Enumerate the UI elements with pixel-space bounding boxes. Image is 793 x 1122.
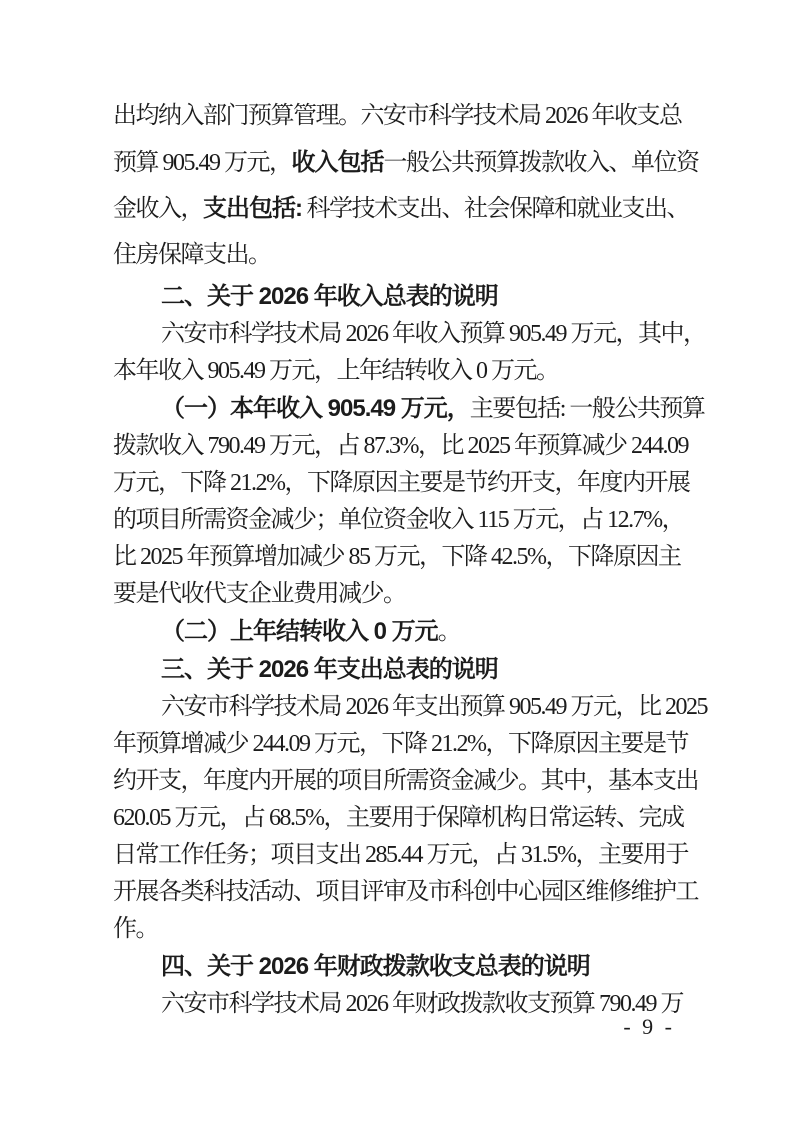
emphasis-text: 支出包括: (203, 195, 302, 222)
body-text: 科学技术支出、社会保障和就业支出、 (302, 196, 689, 222)
text-line (113, 800, 684, 837)
body-text: 六安市科学技术局 2026 年支出预算 905.49 万元，比 2025 (161, 694, 707, 720)
body-text: 620.05 万元，占 68.5%，主要用于保障机构日常运转、完成 (113, 805, 684, 831)
body-text: 主要包括: 一般公共预算 (469, 396, 705, 422)
body-text: 年预算增减少 244.09 万元，下降 21.2%，下降原因主要是节 (113, 731, 688, 757)
body-text: 金收入， (113, 196, 203, 222)
body-text: 作。 (113, 916, 158, 942)
document-body (113, 94, 707, 1023)
body-text: 预算 905.49 万元， (113, 149, 292, 176)
text-line (113, 316, 706, 353)
text-line (113, 986, 681, 1023)
text-line (113, 94, 681, 140)
text-line (113, 465, 690, 502)
body-text: 住房保障支出。 (113, 241, 271, 268)
body-text: 一般公共预算拨款收入、单位资 (383, 149, 699, 176)
body-text: 的项目所需资金减少；单位资金收入 115 万元，占 12.7%， (113, 507, 685, 533)
emphasis-text: （二）上年结转收入 0 万元 (161, 618, 438, 645)
emphasis-text: 二、关于 2026 年收入总表的说明 (161, 283, 498, 310)
body-text: 六安市科学技术局 2026 年财政拨款收支预算 790.49 万 (161, 991, 683, 1017)
text-line (113, 763, 698, 800)
text-line (113, 428, 688, 465)
body-text: 约开支，年度内开展的项目所需资金减少。其中，基本支出 (113, 768, 698, 794)
text-line (113, 390, 705, 428)
text-line (113, 140, 699, 187)
text-line (113, 576, 681, 613)
body-text: 开展各类科技活动、项目评审及市科创中心园区维修维护工 (113, 879, 698, 905)
text-line (113, 837, 688, 874)
body-text: 。 (437, 619, 461, 645)
emphasis-text: （一）本年收入 905.49 万元， (161, 395, 470, 422)
text-line (113, 539, 681, 576)
section-heading (113, 651, 681, 689)
text-line (113, 689, 707, 726)
text-line (113, 233, 681, 279)
emphasis-text: 三、关于 2026 年支出总表的说明 (161, 656, 498, 683)
emphasis-text: 四、关于 2026 年财政拨款收支总表的说明 (161, 953, 590, 980)
page-number: - 9 - (623, 1014, 675, 1039)
text-line (113, 726, 688, 763)
text-line (113, 874, 698, 911)
body-text: 拨款收入 790.49 万元，占 87.3%，比 2025 年预算减少 244.09 (113, 433, 688, 459)
text-line (113, 353, 681, 390)
text-line (113, 613, 681, 651)
body-text: 比 2025 年预算增加减少 85 万元，下降 42.5%，下降原因主 (113, 544, 681, 570)
text-line (113, 186, 689, 233)
emphasis-text: 收入包括 (291, 148, 384, 176)
body-text: 六安市科学技术局 2026 年收入预算 905.49 万元，其中， (161, 321, 706, 347)
body-text: 万元，下降 21.2%，下降原因主要是节约开支，年度内开展 (113, 470, 690, 496)
section-heading (113, 278, 681, 316)
text-line (113, 911, 681, 948)
text-line (113, 502, 685, 539)
section-heading (113, 948, 681, 986)
body-text: 日常工作任务；项目支出 285.44 万元，占 31.5%，主要用于 (113, 842, 688, 868)
body-text: 出均纳入部门预算管理。六安市科学技术局 2026 年收支总 (113, 103, 682, 129)
body-text: 要是代收代支企业费用减少。 (113, 581, 406, 607)
body-text: 本年收入 905.49 万元，上年结转收入 0 万元。 (113, 358, 559, 384)
